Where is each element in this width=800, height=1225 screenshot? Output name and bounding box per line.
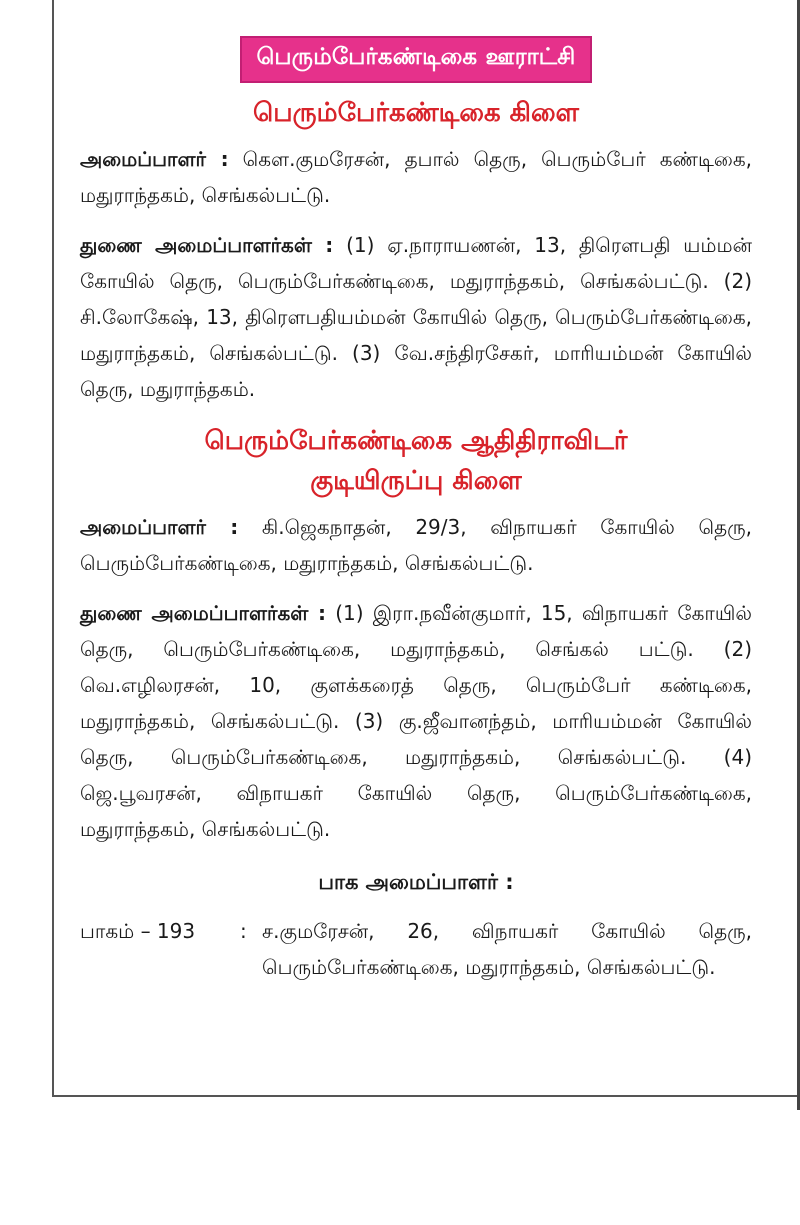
organizer-label-2: அமைப்பாளர் : [80,515,239,539]
booth-section [80,867,752,985]
branch-heading-2 [80,421,752,501]
deputy-text-1: (1) ஏ.நாராயணன், 13, திரௌபதி யம்மன் கோயில் தெரு, பெரும்பேர்கண்டிகை, மதுராந்தகம், செங்கல்பட்டு. (2) சி.லோகேஷ், 13, திரௌபதியம்மன் கோயில் தெரு, பெரும்பேர்கண்டிகை, மதுராந்தகம், செங்கல்பட்டு. (3) வே.சந்திரசேகர், மாரியம்மன் கோயில் தெரு, மதுராந்தகம். [80,233,752,401]
organizer-paragraph-1 [80,141,752,213]
booth-label: பாகம் – 193 [80,919,196,943]
branch-section-1 [80,93,752,407]
banner-wrap [80,36,752,83]
organizer-text-2: கி.ஜெகநாதன், 29/3, விநாயகர் கோயில் தெரு, பெரும்பேர்கண்டிகை, மதுராந்தகம், செங்கல்பட்டு. [80,515,752,575]
branch-section-2 [80,421,752,847]
branch-heading-2-line-1: பெரும்பேர்கண்டிகை ஆதிதிராவிடர் [204,426,628,456]
booth-row [80,913,752,985]
booth-heading: பாக அமைப்பாளர் : [318,870,514,894]
branch-heading-2-line-2: குடியிருப்பு கிளை [310,466,522,496]
booth-text: ச.குமரேசன், 26, விநாயகர் கோயில் தெரு, பெரும்பேர்கண்டிகை, மதுராந்தகம், செங்கல்பட்டு. [262,919,752,979]
booth-separator: : [240,919,247,943]
organizer-label-1: அமைப்பாளர் : [80,147,229,171]
deputy-text-2: (1) இரா.நவீன்குமார், 15, விநாயகர் கோயில் தெரு, பெரும்பேர்கண்டிகை, மதுராந்தகம், செங்கல் பட்டு. (2) வெ.எழிலரசன், 10, குளக்கரைத் தெரு, பெரும்பேர் கண்டிகை, மதுராந்தகம், செங்கல்பட்டு. (3) கு.ஜீவானந்தம், மாரியம்மன் கோயில் தெரு, பெரும்பேர்கண்டிகை, மதுராந்தகம், செங்கல்பட்டு. (4) ஜெ.பூவரசன், விநாயகர் கோயில் தெரு, பெரும்பேர்கண்டிகை, மதுராந்தகம், செங்கல்பட்டு. [80,601,752,841]
deputy-label-2: துணை அமைப்பாளர்கள் : [80,601,327,625]
article-content [80,30,752,985]
deputy-paragraph-1 [80,227,752,407]
branch-heading-1-line-1: பெரும்பேர்கண்டிகை கிளை [252,98,580,128]
organizer-text-1: கௌ.குமரேசன், தபால் தெரு, பெரும்பேர் கண்டிகை, மதுராந்தகம், செங்கல்பட்டு. [80,147,752,207]
panchayat-banner: பெரும்பேர்கண்டிகை ஊராட்சி [240,36,591,83]
deputy-label-1: துணை அமைப்பாளர்கள் : [80,233,334,257]
branch-heading-1 [80,93,752,133]
organizer-paragraph-2 [80,509,752,581]
deputy-paragraph-2 [80,595,752,847]
